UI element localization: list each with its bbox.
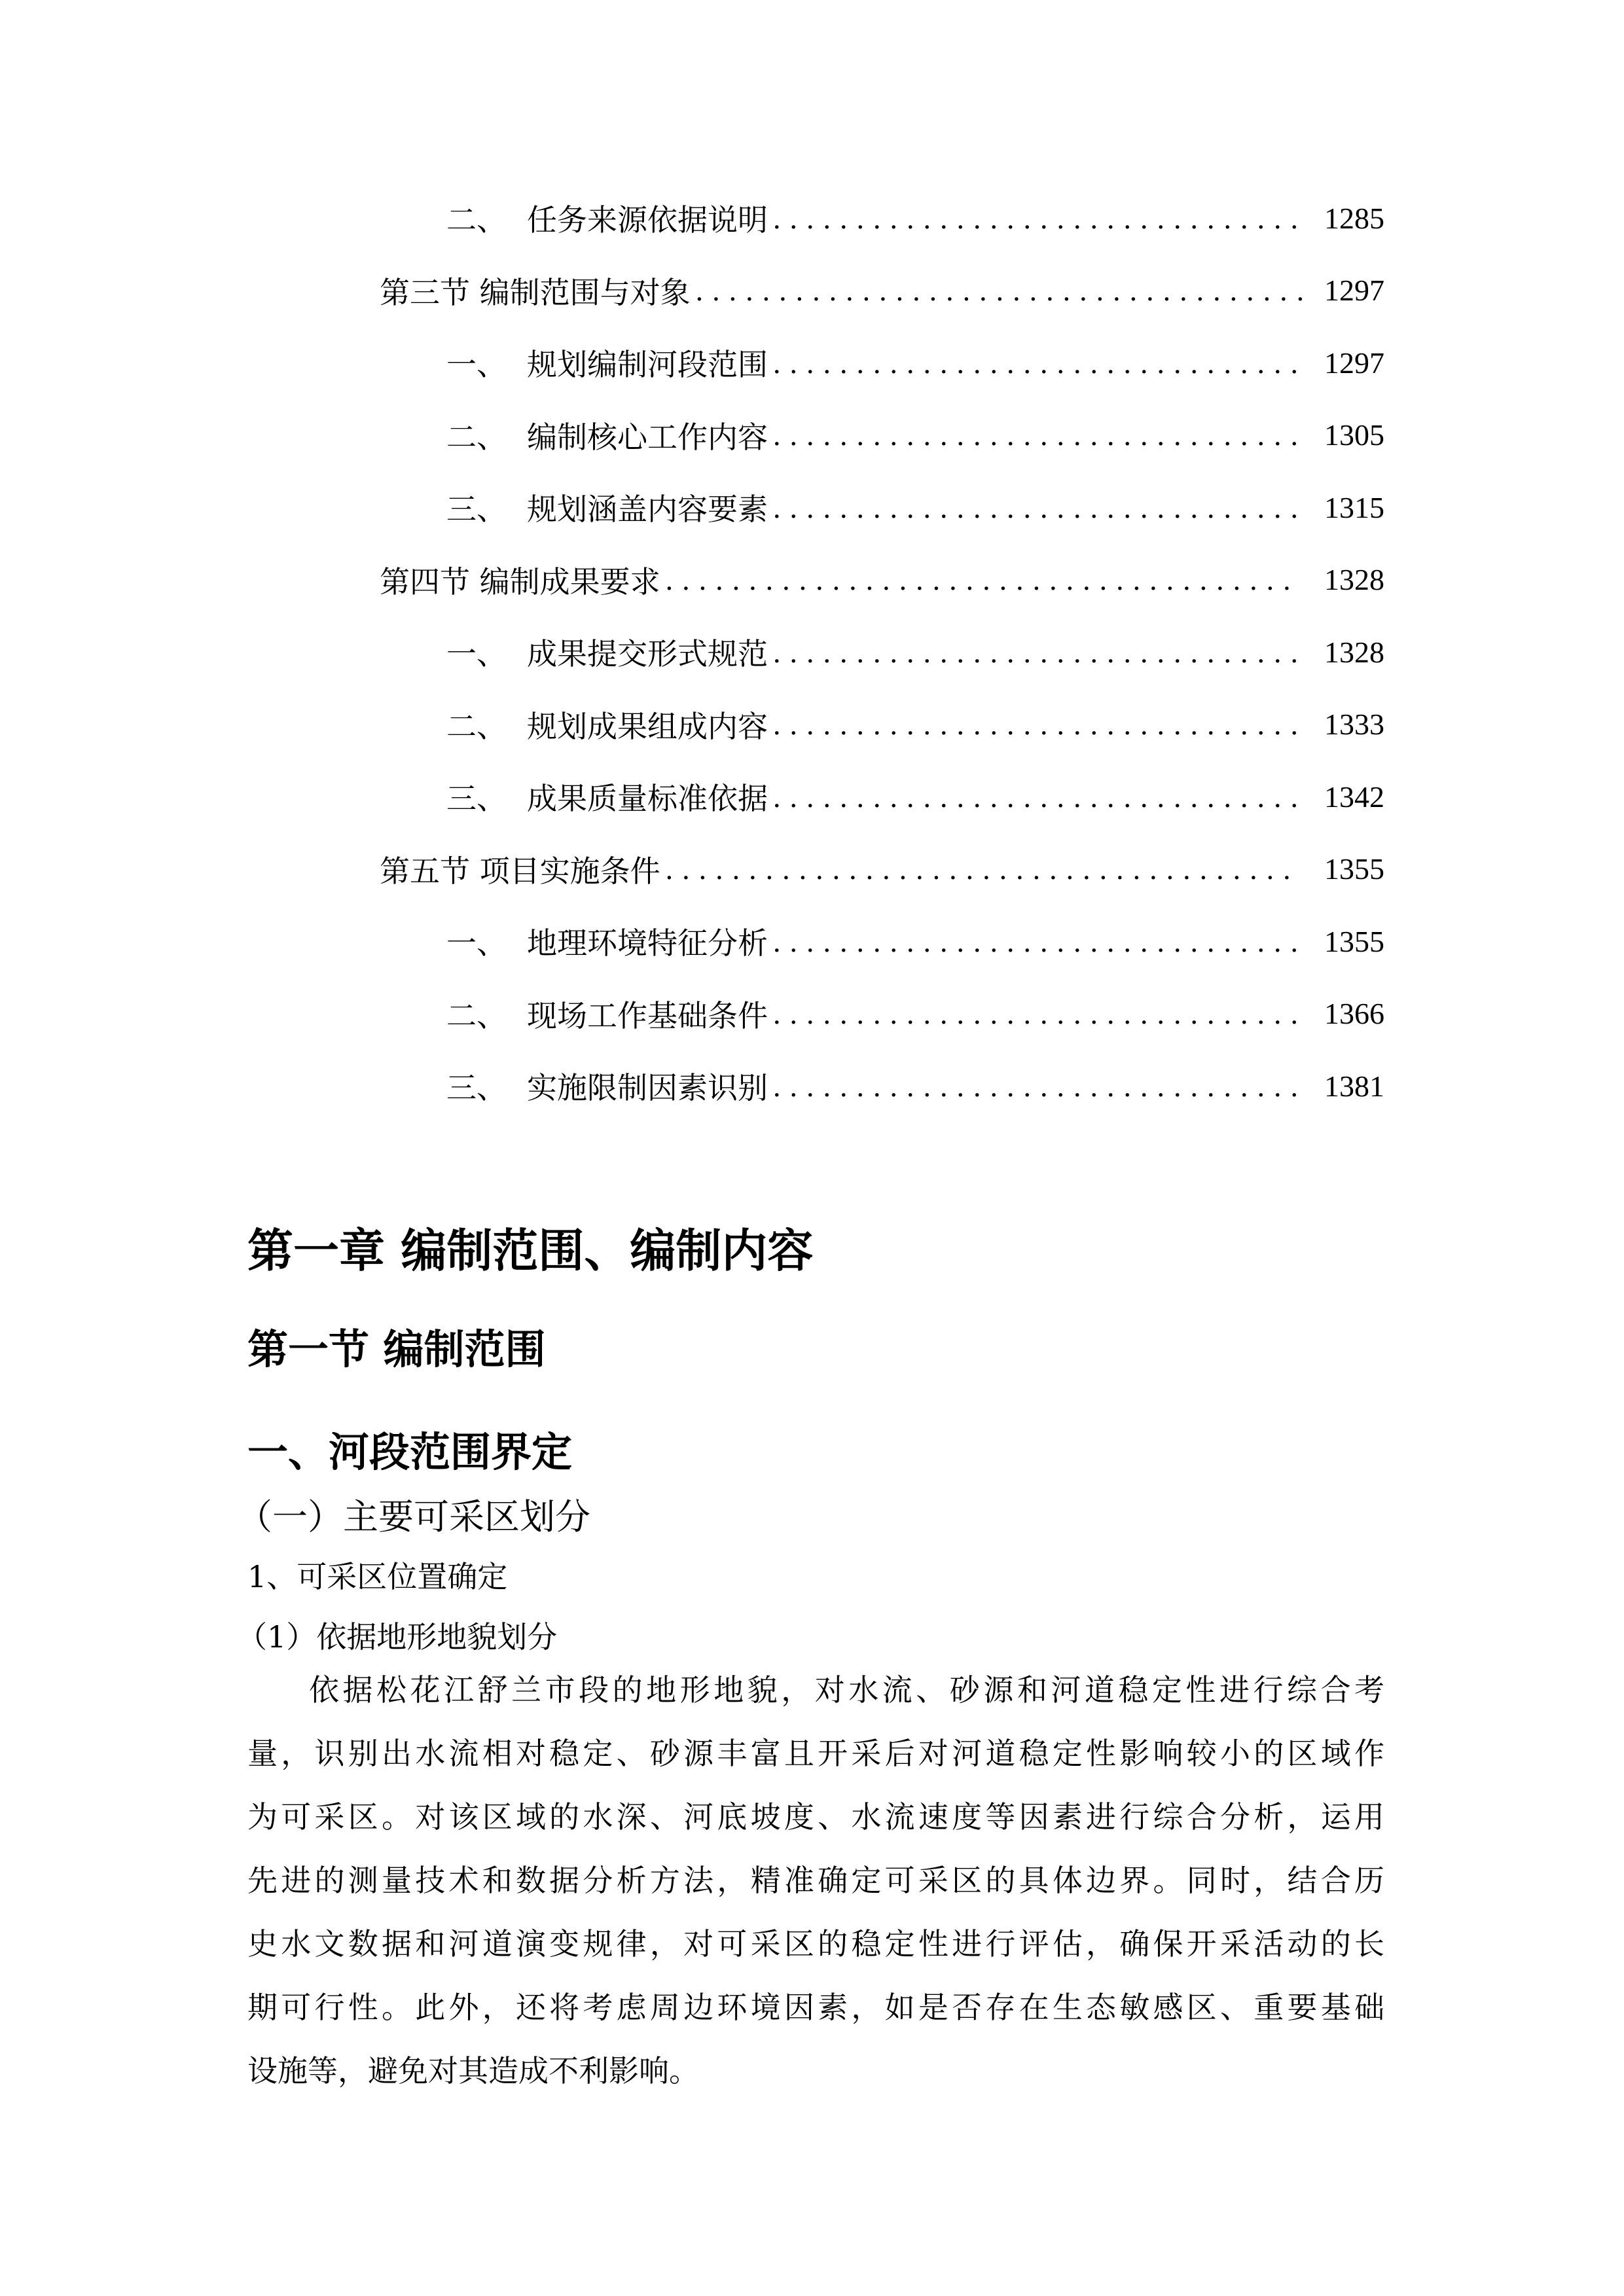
subsubsection-heading: （一）主要可采区划分 [237, 1496, 590, 1537]
toc-entry-title: 规划涵盖内容要素 [527, 492, 768, 527]
toc-leader-dots: ...................................... [665, 563, 1300, 596]
paragraph-line: 先进的测量技术和数据分析方法，精准确定可采区的具体边界。同时，结合历 [247, 1863, 1384, 1898]
section-heading: 第一节 编制范围 [247, 1325, 546, 1373]
toc-entry-title: 第四节 编制成果要求 [380, 564, 660, 600]
item-heading: 1、可采区位置确定 [247, 1559, 508, 1594]
toc-entry-number: 二、 [446, 419, 507, 455]
toc-entry[interactable] [0, 343, 1384, 382]
toc-entry-number: 一、 [446, 636, 507, 672]
toc-entry-page: 1342 [1324, 780, 1384, 814]
toc-leader-dots: ................................ [773, 924, 1307, 958]
toc-entry-title: 第三节 编制范围与对象 [380, 274, 691, 310]
toc-entry-page: 1285 [1324, 201, 1384, 235]
paragraph-line: 量，识别出水流相对稳定、砂源丰富且开采后对河道稳定性影响较小的区域作 [247, 1736, 1384, 1771]
toc-entry-page: 1381 [1324, 1069, 1384, 1103]
toc-leader-dots: ................................ [773, 418, 1307, 452]
body-paragraph [247, 1659, 1384, 2103]
toc-entry[interactable] [0, 850, 1384, 889]
toc-entry-page: 1328 [1324, 635, 1384, 669]
toc-entry[interactable] [0, 198, 1384, 238]
toc-entry[interactable] [0, 994, 1384, 1033]
toc-entry-title: 编制核心工作内容 [527, 419, 768, 455]
subitem-heading: （1）依据地形地貌划分 [237, 1619, 558, 1655]
toc-entry-page: 1297 [1324, 274, 1384, 307]
toc-entry-title: 实施限制因素识别 [527, 1070, 768, 1105]
toc-entry-title: 任务来源依据说明 [527, 202, 768, 238]
toc-entry[interactable] [0, 271, 1384, 310]
toc-entry-title: 规划编制河段范围 [527, 347, 768, 382]
toc-entry[interactable] [0, 632, 1384, 672]
toc-entry-number: 三、 [446, 1070, 507, 1105]
toc-entry-page: 1366 [1324, 997, 1384, 1030]
chapter-heading: 第一章 编制范围、编制内容 [247, 1223, 814, 1278]
toc-leader-dots: ................................ [773, 201, 1307, 235]
toc-entry[interactable] [0, 1066, 1384, 1105]
toc-entry-page: 1355 [1324, 852, 1384, 886]
toc-entry-page: 1333 [1324, 708, 1384, 741]
toc-leader-dots: ................................ [773, 708, 1307, 741]
toc-leader-dots: ................................ [773, 346, 1307, 380]
toc-entry-title: 第五节 项目实施条件 [380, 853, 660, 889]
toc-entry[interactable] [0, 488, 1384, 527]
paragraph-line: 为可采区。对该区域的水深、河底坡度、水流速度等因素进行综合分析，运用 [247, 1799, 1384, 1835]
toc-entry[interactable] [0, 560, 1384, 600]
toc-leader-dots: ..................................... [695, 274, 1314, 307]
toc-leader-dots: ................................ [773, 1069, 1307, 1103]
toc-leader-dots: ................................ [773, 635, 1307, 669]
toc-entry-title: 地理环境特征分析 [527, 925, 768, 961]
toc-entry-page: 1297 [1324, 346, 1384, 380]
paragraph-line: 依据松花江舒兰市段的地形地貌，对水流、砂源和河道稳定性进行综合考 [309, 1672, 1384, 1708]
toc-entry-number: 二、 [446, 202, 507, 238]
toc-entry-page: 1315 [1324, 490, 1384, 524]
toc-entry[interactable] [0, 416, 1384, 455]
toc-entry-page: 1305 [1324, 418, 1384, 452]
toc-entry-page: 1328 [1324, 563, 1384, 596]
paragraph-line: 史水文数据和河道演变规律，对可采区的稳定性进行评估，确保开采活动的长 [247, 1926, 1384, 1962]
toc-entry[interactable] [0, 777, 1384, 816]
toc-entry-number: 二、 [446, 997, 507, 1033]
toc-entry-title: 规划成果组成内容 [527, 708, 768, 744]
toc-entry-title: 成果质量标准依据 [527, 781, 768, 816]
paragraph-line: 期可行性。此外，还将考虑周边环境因素，如是否存在生态敏感区、重要基础 [247, 1990, 1384, 2025]
toc-entry[interactable] [0, 705, 1384, 744]
toc-entry-title: 现场工作基础条件 [527, 997, 768, 1033]
toc-entry-number: 三、 [446, 492, 507, 527]
toc-entry-number: 二、 [446, 708, 507, 744]
toc-entry-title: 成果提交形式规范 [527, 636, 768, 672]
toc-entry[interactable] [0, 922, 1384, 961]
toc-entry-number: 一、 [446, 925, 507, 961]
toc-leader-dots: ................................ [773, 780, 1307, 814]
paragraph-line: 设施等，避免对其造成不利影响。 [247, 2053, 699, 2089]
toc-leader-dots: ................................ [773, 997, 1307, 1030]
toc-entry-number: 一、 [446, 347, 507, 382]
toc-leader-dots: ................................ [773, 490, 1307, 524]
toc-entry-page: 1355 [1324, 924, 1384, 958]
subsection-heading: 一、河段范围界定 [247, 1428, 573, 1476]
toc-entry-number: 三、 [446, 781, 507, 816]
toc-leader-dots: ...................................... [665, 852, 1300, 886]
